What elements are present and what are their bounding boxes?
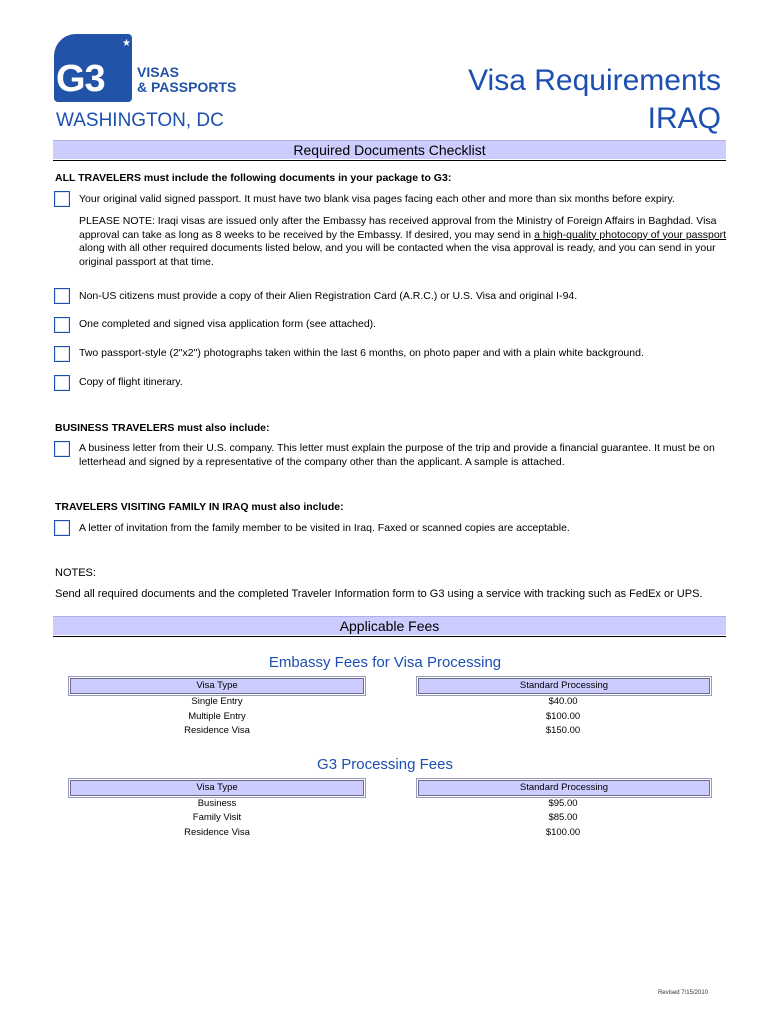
g3-col-standard-processing: Standard Processing	[418, 780, 710, 796]
passport-item: Your original valid signed passport. It must have two blank visa pages facing each other and more than six months before expiry.	[79, 193, 675, 205]
g3-row-type: Business	[197, 798, 237, 809]
g3-col-visa-type: Visa Type	[70, 780, 364, 796]
g3-row-fee: $100.00	[545, 827, 581, 838]
checkbox-business-letter[interactable]	[54, 441, 70, 457]
divider	[53, 160, 726, 161]
please-note-text-2: along with all other required documents listed below, and you will be contacted when the visa approval is ready, and you can send in your original passport at that time.	[79, 242, 716, 268]
checkbox-itinerary[interactable]	[54, 375, 70, 391]
family-heading: TRAVELERS VISITING FAMILY IN IRAQ must also include:	[55, 501, 344, 513]
g3-row-type: Residence Visa	[184, 827, 250, 838]
application-item: One completed and signed visa application form (see attached).	[79, 318, 377, 330]
checkbox-passport[interactable]	[54, 191, 70, 207]
title-line-1: Visa Requirements	[468, 64, 721, 97]
all-travelers-heading: ALL TRAVELERS must include the following documents in your package to G3:	[55, 172, 452, 184]
family-item: A letter of invitation from the family member to be visited in Iraq. Faxed or scanned copies are acceptable.	[79, 522, 570, 534]
revised-date: Revised 7/15/2010	[657, 990, 708, 996]
g3-fees-title: G3 Processing Fees	[317, 756, 453, 773]
business-heading: BUSINESS TRAVELERS must also include:	[55, 422, 270, 434]
embassy-row-type: Multiple Entry	[188, 711, 246, 722]
g3-row-type: Family Visit	[192, 812, 242, 823]
logo-line-visas: VISAS	[137, 64, 180, 80]
page-title	[468, 62, 721, 138]
non-us-item: Non-US citizens must provide a copy of their Alien Registration Card (A.R.C.) or U.S. Visa and original I-94.	[79, 290, 578, 302]
notes-text: Send all required documents and the completed Traveler Information form to G3 using a service with tracking such as FedEx or UPS.	[55, 588, 703, 600]
embassy-row-fee: $150.00	[545, 725, 581, 736]
office-city: WASHINGTON, DC	[56, 110, 224, 131]
embassy-col-visa-type: Visa Type	[70, 678, 364, 694]
photocopy-link-text: a high-quality photocopy of your passport	[534, 228, 727, 241]
logo-wordmark	[137, 65, 236, 95]
checkbox-non-us[interactable]	[54, 288, 70, 304]
logo-line-passports: & PASSPORTS	[137, 79, 237, 95]
photos-item: Two passport-style (2"x2") photographs taken within the last 6 months, on photo paper and with a plain white background.	[79, 347, 644, 359]
logo-g3-text: G3	[56, 58, 105, 100]
itinerary-item: Copy of flight itinerary.	[79, 376, 183, 388]
fees-heading: Applicable Fees	[53, 616, 726, 635]
checkbox-photos[interactable]	[54, 346, 70, 362]
please-note-text-1: Iraqi visas are issued only after the Embassy has received approval from the Ministry of Foreign Affairs in Baghdad. Visa approval can take as long as 8 weeks to be received by the Embassy. If desired, you may send in	[79, 215, 717, 241]
embassy-row-type: Single Entry	[191, 696, 243, 707]
checkbox-invitation[interactable]	[54, 520, 70, 536]
title-country: IRAQ	[647, 102, 721, 135]
business-item: A business letter from their U.S. company. This letter must explain the purpose of the trip and provide a financial guarantee. It must be on letterhead and signed by a representative of the company other than the applicant. A sample is attached.	[79, 442, 715, 468]
embassy-col-standard-processing: Standard Processing	[418, 678, 710, 694]
please-note-paragraph	[79, 215, 729, 269]
embassy-fees-title: Embassy Fees for Visa Processing	[268, 654, 502, 671]
notes-heading: NOTES:	[55, 567, 96, 579]
checkbox-application[interactable]	[54, 317, 70, 333]
embassy-row-fee: $40.00	[548, 696, 578, 707]
star-icon: ★	[122, 38, 131, 49]
checklist-heading: Required Documents Checklist	[53, 140, 726, 159]
embassy-row-type: Residence Visa	[184, 725, 250, 736]
divider	[53, 636, 726, 637]
please-note-label: PLEASE NOTE:	[79, 215, 155, 227]
g3-row-fee: $95.00	[548, 798, 578, 809]
embassy-row-fee: $100.00	[545, 711, 581, 722]
g3-row-fee: $85.00	[548, 812, 578, 823]
